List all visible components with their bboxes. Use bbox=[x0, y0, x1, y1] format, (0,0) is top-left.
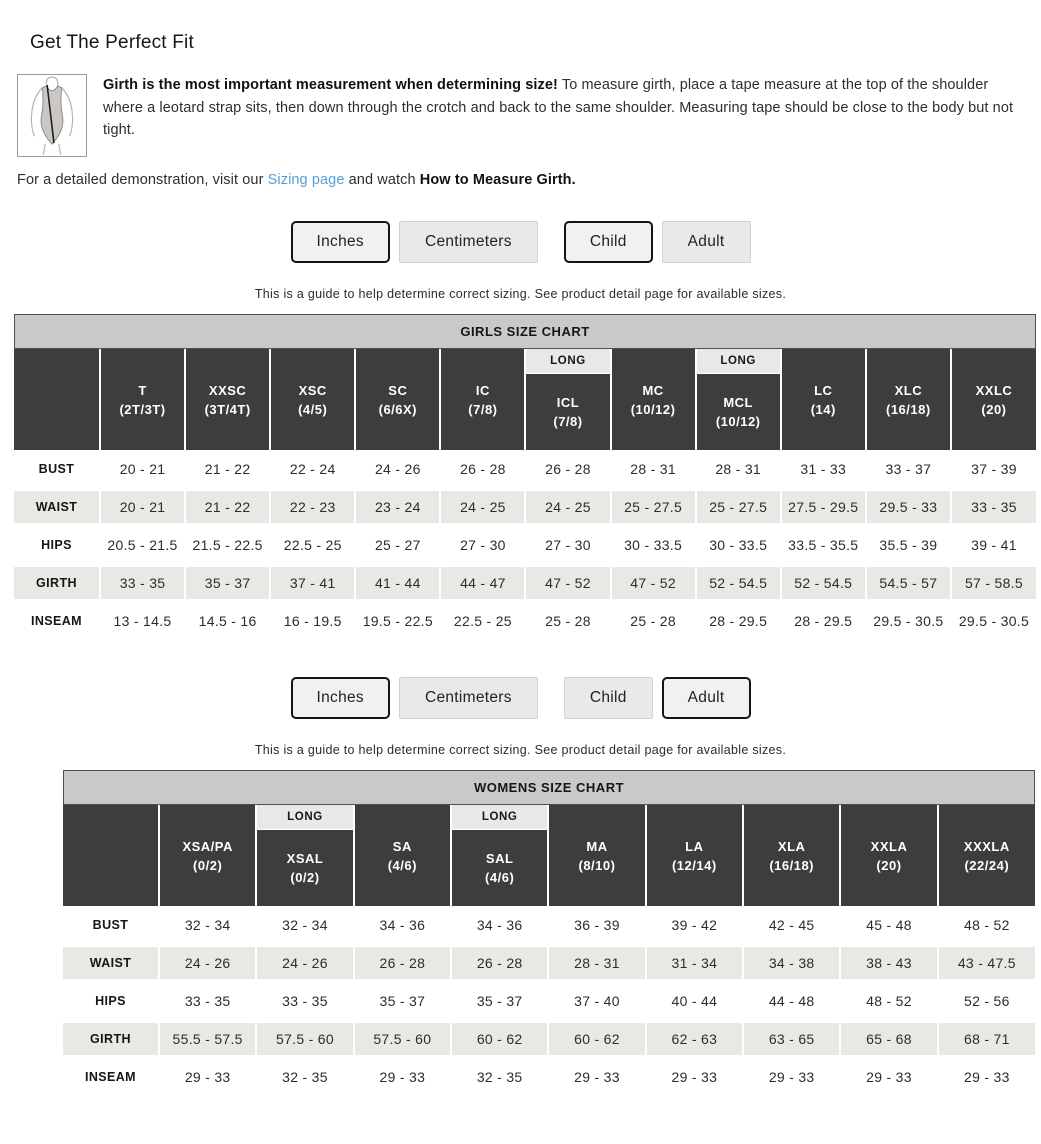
size-value-cell: 44 - 47 bbox=[440, 564, 525, 602]
size-value-cell: 25 - 28 bbox=[525, 602, 610, 640]
size-value-cell: 26 - 28 bbox=[451, 944, 548, 982]
size-range: (4/6) bbox=[387, 857, 417, 873]
measurement-row-bust bbox=[63, 906, 1035, 944]
size-code: ICL bbox=[556, 395, 580, 410]
size-value-cell: 26 - 28 bbox=[525, 450, 610, 488]
size-range: (7/8) bbox=[553, 414, 583, 429]
size-value-cell: 37 - 41 bbox=[270, 564, 355, 602]
size-value-cell: 24 - 25 bbox=[440, 488, 525, 526]
measurement-row-girth bbox=[63, 1020, 1035, 1058]
measurement-row-girth bbox=[14, 564, 1036, 602]
size-value-cell: 21.5 - 22.5 bbox=[185, 526, 270, 564]
size-value-cell: 16 - 19.5 bbox=[270, 602, 355, 640]
row-label: BUST bbox=[63, 906, 159, 944]
corner-fill bbox=[63, 805, 158, 906]
size-value-cell: 41 - 44 bbox=[355, 564, 440, 602]
demo-middle: and watch bbox=[344, 172, 420, 188]
size-value-cell: 27 - 30 bbox=[440, 526, 525, 564]
size-code: SAL bbox=[485, 851, 514, 866]
size-value-cell: 32 - 35 bbox=[256, 1058, 353, 1096]
column-header-xxla bbox=[840, 805, 937, 906]
measurement-row-hips bbox=[63, 982, 1035, 1020]
size-value-cell: 45 - 48 bbox=[840, 906, 937, 944]
size-range: (10/12) bbox=[715, 414, 761, 429]
column-header-t bbox=[100, 349, 185, 450]
column-header-xxxla bbox=[938, 805, 1035, 906]
size-code-cell bbox=[647, 805, 742, 906]
size-value-cell: 19.5 - 22.5 bbox=[355, 602, 440, 640]
toggle-child-button[interactable]: Child bbox=[564, 221, 653, 263]
size-value-cell: 29.5 - 30.5 bbox=[951, 602, 1036, 640]
girth-intro-section bbox=[17, 74, 1017, 157]
column-header-mcl bbox=[696, 349, 781, 450]
size-value-cell: 22.5 - 25 bbox=[270, 526, 355, 564]
column-header-xlc bbox=[866, 349, 951, 450]
size-range: (6/6X) bbox=[378, 401, 418, 417]
long-badge: LONG bbox=[697, 349, 780, 374]
size-code-cell bbox=[697, 374, 780, 450]
size-range: (0/2) bbox=[193, 857, 223, 873]
size-value-cell: 29.5 - 30.5 bbox=[866, 602, 951, 640]
size-value-cell: 57 - 58.5 bbox=[951, 564, 1036, 602]
size-value-cell: 29 - 33 bbox=[354, 1058, 451, 1096]
size-range: (20) bbox=[876, 857, 902, 873]
column-header-sc bbox=[355, 349, 440, 450]
size-value-cell: 26 - 28 bbox=[354, 944, 451, 982]
size-code: XLC bbox=[894, 382, 923, 398]
size-value-cell: 32 - 34 bbox=[159, 906, 256, 944]
size-value-cell: 57.5 - 60 bbox=[354, 1020, 451, 1058]
size-value-cell: 25 - 27.5 bbox=[696, 488, 781, 526]
column-header-xxlc bbox=[951, 349, 1036, 450]
size-code-cell bbox=[186, 349, 269, 450]
size-code-cell bbox=[549, 805, 644, 906]
row-label: INSEAM bbox=[14, 602, 100, 640]
column-header-sa bbox=[354, 805, 451, 906]
size-code: LC bbox=[814, 382, 833, 398]
measurement-row-waist bbox=[63, 944, 1035, 982]
size-value-cell: 29.5 - 33 bbox=[866, 488, 951, 526]
size-value-cell: 33 - 35 bbox=[100, 564, 185, 602]
corner-cell bbox=[63, 805, 159, 906]
size-value-cell: 29 - 33 bbox=[840, 1058, 937, 1096]
size-range: (4/6) bbox=[485, 870, 515, 885]
size-value-cell: 42 - 45 bbox=[743, 906, 840, 944]
row-label: HIPS bbox=[14, 526, 100, 564]
size-value-cell: 32 - 34 bbox=[256, 906, 353, 944]
chart-title: WOMENS SIZE CHART bbox=[63, 770, 1035, 805]
size-value-cell: 35 - 37 bbox=[354, 982, 451, 1020]
size-range: (20) bbox=[981, 401, 1007, 417]
size-code-cell bbox=[355, 805, 450, 906]
size-value-cell: 28 - 29.5 bbox=[696, 602, 781, 640]
toggle-centimeters-button[interactable]: Centimeters bbox=[399, 677, 538, 719]
row-label: WAIST bbox=[63, 944, 159, 982]
size-code: XLA bbox=[777, 838, 806, 854]
size-code: MC bbox=[642, 382, 664, 398]
size-value-cell: 37 - 39 bbox=[951, 450, 1036, 488]
toggle-centimeters-button[interactable]: Centimeters bbox=[399, 221, 538, 263]
size-code-cell bbox=[939, 805, 1035, 906]
size-value-cell: 47 - 52 bbox=[611, 564, 696, 602]
size-value-cell: 37 - 40 bbox=[548, 982, 645, 1020]
long-badge: LONG bbox=[452, 805, 547, 830]
measurement-row-inseam bbox=[63, 1058, 1035, 1096]
size-value-cell: 48 - 52 bbox=[938, 906, 1035, 944]
size-code-cell bbox=[782, 349, 865, 450]
toggle-adult-button[interactable]: Adult bbox=[662, 677, 751, 719]
girls-chart-controls bbox=[0, 221, 1041, 263]
size-value-cell: 29 - 33 bbox=[646, 1058, 743, 1096]
demo-line bbox=[17, 172, 1041, 188]
size-code: SC bbox=[388, 382, 408, 398]
size-code: XXLC bbox=[975, 382, 1013, 398]
size-value-cell: 24 - 26 bbox=[159, 944, 256, 982]
size-value-cell: 35 - 37 bbox=[451, 982, 548, 1020]
size-value-cell: 52 - 54.5 bbox=[696, 564, 781, 602]
size-range: (3T/4T) bbox=[204, 401, 251, 417]
size-value-cell: 34 - 38 bbox=[743, 944, 840, 982]
page-title: Get The Perfect Fit bbox=[30, 32, 194, 53]
sizing-page-link[interactable]: Sizing page bbox=[267, 172, 345, 188]
column-header-xsc bbox=[270, 349, 355, 450]
size-value-cell: 22 - 23 bbox=[270, 488, 355, 526]
size-value-cell: 34 - 36 bbox=[354, 906, 451, 944]
girls-sizing-note: This is a guide to help determine correct sizing. See product detail page for available sizes. bbox=[254, 287, 787, 301]
size-value-cell: 20 - 21 bbox=[100, 450, 185, 488]
size-value-cell: 25 - 27 bbox=[355, 526, 440, 564]
size-range: (16/18) bbox=[769, 857, 815, 873]
size-range: (8/10) bbox=[578, 857, 616, 873]
size-value-cell: 62 - 63 bbox=[646, 1020, 743, 1058]
size-value-cell: 14.5 - 16 bbox=[185, 602, 270, 640]
size-value-cell: 24 - 26 bbox=[355, 450, 440, 488]
girth-intro-bold: Girth is the most important measurement when determining size! bbox=[103, 77, 558, 93]
measurement-row-hips bbox=[14, 526, 1036, 564]
womens-unit-toggle-group bbox=[291, 677, 538, 719]
measurement-row-waist bbox=[14, 488, 1036, 526]
size-value-cell: 34 - 36 bbox=[451, 906, 548, 944]
size-code-cell bbox=[841, 805, 936, 906]
size-code: MCL bbox=[723, 395, 753, 410]
size-value-cell: 28 - 31 bbox=[611, 450, 696, 488]
size-value-cell: 27 - 30 bbox=[525, 526, 610, 564]
demo-bold: How to Measure Girth. bbox=[419, 172, 576, 188]
size-range: (10/12) bbox=[630, 401, 676, 417]
size-value-cell: 29 - 33 bbox=[743, 1058, 840, 1096]
size-code: XXSC bbox=[208, 382, 247, 398]
size-value-cell: 60 - 62 bbox=[451, 1020, 548, 1058]
column-header-xxsc bbox=[185, 349, 270, 450]
womens-age-toggle-group bbox=[564, 677, 751, 719]
size-value-cell: 22 - 24 bbox=[270, 450, 355, 488]
chart-header-row bbox=[63, 805, 1035, 906]
size-range: (22/24) bbox=[964, 857, 1010, 873]
size-code: T bbox=[138, 382, 147, 398]
size-value-cell: 35.5 - 39 bbox=[866, 526, 951, 564]
girth-intro-rest: To measure girth, place a tape measure at the top of the shoulder where a leotard strap sits, then down through the crotch and back to the same shoulder. Measuring tape should be close to the body but not tight. bbox=[103, 77, 1014, 138]
row-label: GIRTH bbox=[63, 1020, 159, 1058]
size-value-cell: 20 - 21 bbox=[100, 488, 185, 526]
size-value-cell: 27.5 - 29.5 bbox=[781, 488, 866, 526]
row-label: WAIST bbox=[14, 488, 100, 526]
size-code-cell bbox=[867, 349, 950, 450]
size-value-cell: 23 - 24 bbox=[355, 488, 440, 526]
girth-intro-text bbox=[103, 74, 1017, 142]
womens-size-chart bbox=[63, 770, 1035, 1096]
size-code-cell bbox=[101, 349, 184, 450]
size-value-cell: 24 - 26 bbox=[256, 944, 353, 982]
column-header-la bbox=[646, 805, 743, 906]
size-value-cell: 33 - 37 bbox=[866, 450, 951, 488]
row-label: GIRTH bbox=[14, 564, 100, 602]
size-value-cell: 29 - 33 bbox=[548, 1058, 645, 1096]
toggle-inches-button[interactable]: Inches bbox=[291, 677, 390, 719]
size-code: MA bbox=[586, 838, 608, 854]
column-header-xla bbox=[743, 805, 840, 906]
size-code-cell bbox=[952, 349, 1036, 450]
row-label: HIPS bbox=[63, 982, 159, 1020]
leotard-girth-icon bbox=[17, 74, 87, 157]
womens-sizing-note: This is a guide to help determine correct sizing. See product detail page for available sizes. bbox=[254, 743, 787, 757]
size-value-cell: 60 - 62 bbox=[548, 1020, 645, 1058]
size-code-cell bbox=[257, 830, 352, 906]
long-badge: LONG bbox=[526, 349, 609, 374]
row-label: BUST bbox=[14, 450, 100, 488]
size-range: (16/18) bbox=[886, 401, 931, 417]
girls-size-chart bbox=[14, 314, 1036, 640]
column-header-icl bbox=[525, 349, 610, 450]
corner-fill bbox=[14, 349, 99, 450]
column-header-mc bbox=[611, 349, 696, 450]
size-code-cell bbox=[356, 349, 439, 450]
size-value-cell: 54.5 - 57 bbox=[866, 564, 951, 602]
size-value-cell: 47 - 52 bbox=[525, 564, 610, 602]
size-value-cell: 39 - 41 bbox=[951, 526, 1036, 564]
size-value-cell: 21 - 22 bbox=[185, 488, 270, 526]
size-code: LA bbox=[685, 838, 704, 854]
size-code-cell bbox=[452, 830, 547, 906]
size-code: SA bbox=[392, 838, 412, 854]
size-value-cell: 43 - 47.5 bbox=[938, 944, 1035, 982]
girls-age-toggle-group bbox=[564, 221, 751, 263]
size-value-cell: 48 - 52 bbox=[840, 982, 937, 1020]
size-value-cell: 24 - 25 bbox=[525, 488, 610, 526]
size-value-cell: 33 - 35 bbox=[159, 982, 256, 1020]
size-value-cell: 20.5 - 21.5 bbox=[100, 526, 185, 564]
size-code-cell bbox=[160, 805, 255, 906]
row-label: INSEAM bbox=[63, 1058, 159, 1096]
size-value-cell: 13 - 14.5 bbox=[100, 602, 185, 640]
size-range: (4/5) bbox=[298, 401, 328, 417]
size-value-cell: 39 - 42 bbox=[646, 906, 743, 944]
corner-cell bbox=[14, 349, 100, 450]
size-value-cell: 30 - 33.5 bbox=[611, 526, 696, 564]
chart-header-row bbox=[14, 349, 1036, 450]
size-value-cell: 25 - 28 bbox=[611, 602, 696, 640]
size-range: (14) bbox=[810, 401, 836, 417]
column-header-xsal bbox=[256, 805, 353, 906]
size-value-cell: 38 - 43 bbox=[840, 944, 937, 982]
size-value-cell: 55.5 - 57.5 bbox=[159, 1020, 256, 1058]
size-value-cell: 33 - 35 bbox=[951, 488, 1036, 526]
size-code: XSA/PA bbox=[182, 838, 233, 854]
column-header-sal bbox=[451, 805, 548, 906]
column-header-xsa-pa bbox=[159, 805, 256, 906]
size-value-cell: 28 - 31 bbox=[696, 450, 781, 488]
size-value-cell: 21 - 22 bbox=[185, 450, 270, 488]
column-header-ic bbox=[440, 349, 525, 450]
size-value-cell: 28 - 29.5 bbox=[781, 602, 866, 640]
toggle-inches-button[interactable]: Inches bbox=[291, 221, 390, 263]
size-value-cell: 28 - 31 bbox=[548, 944, 645, 982]
size-value-cell: 63 - 65 bbox=[743, 1020, 840, 1058]
size-value-cell: 22.5 - 25 bbox=[440, 602, 525, 640]
size-value-cell: 31 - 33 bbox=[781, 450, 866, 488]
size-range: (12/14) bbox=[671, 857, 717, 873]
size-range: (0/2) bbox=[290, 870, 320, 885]
size-value-cell: 68 - 71 bbox=[938, 1020, 1035, 1058]
size-value-cell: 57.5 - 60 bbox=[256, 1020, 353, 1058]
size-code-cell bbox=[744, 805, 839, 906]
size-value-cell: 31 - 34 bbox=[646, 944, 743, 982]
size-code: XXXLA bbox=[963, 838, 1010, 854]
column-header-lc bbox=[781, 349, 866, 450]
toggle-child-button[interactable]: Child bbox=[564, 677, 653, 719]
size-value-cell: 52 - 56 bbox=[938, 982, 1035, 1020]
size-value-cell: 25 - 27.5 bbox=[611, 488, 696, 526]
size-code-cell bbox=[612, 349, 695, 450]
size-code-cell bbox=[271, 349, 354, 450]
size-code-cell bbox=[441, 349, 524, 450]
size-value-cell: 52 - 54.5 bbox=[781, 564, 866, 602]
size-value-cell: 33 - 35 bbox=[256, 982, 353, 1020]
size-value-cell: 40 - 44 bbox=[646, 982, 743, 1020]
girls-unit-toggle-group bbox=[291, 221, 538, 263]
measurement-row-inseam bbox=[14, 602, 1036, 640]
size-value-cell: 36 - 39 bbox=[548, 906, 645, 944]
size-range: (2T/3T) bbox=[119, 401, 166, 417]
measurement-row-bust bbox=[14, 450, 1036, 488]
size-value-cell: 30 - 33.5 bbox=[696, 526, 781, 564]
size-code: XSAL bbox=[286, 851, 324, 866]
womens-chart-controls bbox=[0, 677, 1041, 719]
size-value-cell: 32 - 35 bbox=[451, 1058, 548, 1096]
size-code-cell bbox=[526, 374, 609, 450]
size-code: IC bbox=[475, 382, 490, 398]
size-value-cell: 29 - 33 bbox=[159, 1058, 256, 1096]
chart-title: GIRLS SIZE CHART bbox=[14, 314, 1036, 349]
toggle-adult-button[interactable]: Adult bbox=[662, 221, 751, 263]
demo-prefix: For a detailed demonstration, visit our bbox=[17, 172, 268, 188]
size-value-cell: 44 - 48 bbox=[743, 982, 840, 1020]
size-code: XSC bbox=[298, 382, 327, 398]
size-value-cell: 33.5 - 35.5 bbox=[781, 526, 866, 564]
size-code: XXLA bbox=[870, 838, 908, 854]
size-value-cell: 35 - 37 bbox=[185, 564, 270, 602]
long-badge: LONG bbox=[257, 805, 352, 830]
size-value-cell: 65 - 68 bbox=[840, 1020, 937, 1058]
size-range: (7/8) bbox=[468, 401, 498, 417]
column-header-ma bbox=[548, 805, 645, 906]
size-value-cell: 26 - 28 bbox=[440, 450, 525, 488]
size-value-cell: 29 - 33 bbox=[938, 1058, 1035, 1096]
